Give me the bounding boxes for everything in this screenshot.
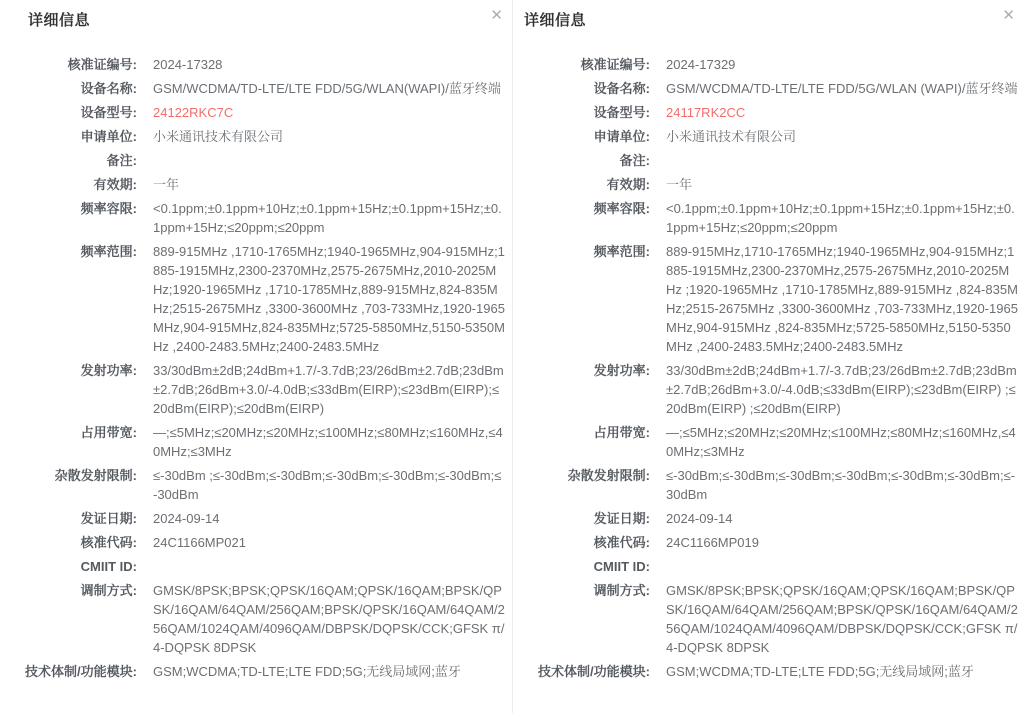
field-row xyxy=(0,127,512,146)
field-row xyxy=(0,581,512,657)
field-label: 核准证编号: xyxy=(580,57,650,72)
field-row xyxy=(513,175,1024,194)
field-value: 33/30dBm±2dB;24dBm+1.7/-3.7dB;23/26dBm±2.7dB;23dBm±2.7dB;26dBm+3.0/-4.0dB;≤33dBm(EIRP);≤23dBm(EIRP) ;≤20dBm(EIRP) ;≤20dBm(EIRP) xyxy=(666,363,1017,416)
field-label: CMIIT ID: xyxy=(593,559,650,574)
field-value: GMSK/8PSK;BPSK;QPSK/16QAM;QPSK/16QAM;BPSK/QPSK/16QAM/64QAM/256QAM;BPSK/QPSK/16QAM/64QAM/256QAM/1024QAM/4096QAM/DBPSK/DQPSK/CCK;GFSK π/4-DQPSK 8DPSK xyxy=(666,583,1018,655)
field-row xyxy=(513,79,1024,98)
field-label: 杂散发射限制: xyxy=(567,468,650,483)
field-value: 2024-09-14 xyxy=(153,511,220,526)
field-value: GMSK/8PSK;BPSK;QPSK/16QAM;QPSK/16QAM;BPSK/QPSK/16QAM/64QAM/256QAM;BPSK/QPSK/16QAM/64QAM/256QAM/1024QAM/4096QAM/DBPSK/DQPSK/CCK;GFSK π/4-DQPSK 8DPSK xyxy=(153,583,505,655)
field-label: 发射功率: xyxy=(80,363,137,378)
close-icon[interactable]: ✕ xyxy=(490,7,503,24)
field-label: 发射功率: xyxy=(593,363,650,378)
field-value: 一年 xyxy=(153,177,180,192)
field-label: 申请单位: xyxy=(80,129,137,144)
dialog-title: 详细信息 xyxy=(28,12,91,29)
field-row xyxy=(0,533,512,552)
field-label: 核准证编号: xyxy=(67,57,137,72)
field-value: 24117RK2CC xyxy=(666,105,746,120)
field-value xyxy=(666,557,1018,576)
field-value xyxy=(153,557,505,576)
field-value: —;≤5MHz;≤20MHz;≤20MHz;≤100MHz;≤80MHz;≤160MHz,≤40MHz;≤3MHz xyxy=(666,425,1016,459)
field-label: 频率范围: xyxy=(593,244,650,259)
field-value: 24C1166MP021 xyxy=(153,535,246,550)
field-value: 小米通讯技术有限公司 xyxy=(666,129,797,144)
field-label: 设备型号: xyxy=(593,105,650,120)
field-row xyxy=(513,103,1024,122)
field-value: GSM;WCDMA;TD-LTE;LTE FDD;5G;无线局域网;蓝牙 xyxy=(153,664,461,679)
field-row xyxy=(0,361,512,418)
field-value: 2024-17328 xyxy=(153,57,223,72)
close-icon[interactable]: ✕ xyxy=(1002,7,1015,24)
field-value: 889-915MHz,1710-1765MHz;1940-1965MHz,904-915MHz;1885-1915MHz,2300-2370MHz,2575-2675MHz,2010-2025MHz ;1920-1965MHz ,1710-1785MHz,889-915MHz ,824-835MHz;2515-2675MHz ,3300-3600MHz ,703-733MHz,1920-1965MHz,904-915MHz ,824-835MHz;5725-5850MHz,5150-5350MHz ,2400-2483.5MHz;2400-2483.5MHz xyxy=(666,244,1018,354)
field-label: 频率容限: xyxy=(593,201,650,216)
field-label: 占用带宽: xyxy=(80,425,137,440)
field-value: 2024-17329 xyxy=(666,57,736,72)
field-label: CMIIT ID: xyxy=(80,559,137,574)
field-value: GSM/WCDMA/TD-LTE/LTE FDD/5G/WLAN(WAPI)/蓝牙终端 xyxy=(153,81,501,96)
field-label: 核准代码: xyxy=(80,535,137,550)
field-label: 有效期: xyxy=(606,177,650,192)
field-value: 一年 xyxy=(666,177,693,192)
dialog-title: 详细信息 xyxy=(524,12,587,29)
field-row xyxy=(513,151,1024,170)
field-row xyxy=(0,103,512,122)
field-value: GSM;WCDMA;TD-LTE;LTE FDD;5G;无线局域网;蓝牙 xyxy=(666,664,974,679)
field-row xyxy=(0,466,512,504)
field-row xyxy=(0,557,512,576)
field-value: ≤-30dBm ;≤-30dBm;≤-30dBm;≤-30dBm;≤-30dBm;≤-30dBm;≤-30dBm xyxy=(153,468,502,502)
field-label: 发证日期: xyxy=(80,511,137,526)
field-row xyxy=(0,423,512,461)
field-row xyxy=(0,242,512,356)
field-row xyxy=(513,127,1024,146)
field-label: 有效期: xyxy=(93,177,137,192)
field-value: 2024-09-14 xyxy=(666,511,733,526)
field-label: 技术体制/功能模块: xyxy=(538,664,650,679)
field-label: 技术体制/功能模块: xyxy=(25,664,137,679)
field-row xyxy=(0,151,512,170)
field-value: 24122RKC7C xyxy=(153,105,234,120)
field-label: 申请单位: xyxy=(593,129,650,144)
field-label: 设备型号: xyxy=(80,105,137,120)
field-label: 杂散发射限制: xyxy=(54,468,137,483)
field-label: 发证日期: xyxy=(593,511,650,526)
field-label: 设备名称: xyxy=(80,81,137,96)
field-row xyxy=(513,581,1024,657)
field-value: 小米通讯技术有限公司 xyxy=(153,129,284,144)
field-label: 调制方式: xyxy=(593,583,650,598)
field-row xyxy=(513,55,1024,74)
field-row xyxy=(0,175,512,194)
field-value: <0.1ppm;±0.1ppm+10Hz;±0.1ppm+15Hz;±0.1ppm+15Hz;±0.1ppm+15Hz;≤20ppm;≤20ppm xyxy=(666,201,1015,235)
field-value: GSM/WCDMA/TD-LTE/LTE FDD/5G/WLAN (WAPI)/蓝牙终端 xyxy=(666,81,1018,96)
field-value: 33/30dBm±2dB;24dBm+1.7/-3.7dB;23/26dBm±2.7dB;23dBm±2.7dB;26dBm+3.0/-4.0dB;≤33dBm(EIRP);≤23dBm(EIRP);≤20dBm(EIRP);≤20dBm(EIRP) xyxy=(153,363,504,416)
field-label: 频率范围: xyxy=(80,244,137,259)
field-row xyxy=(513,509,1024,528)
field-row xyxy=(513,199,1024,237)
dialog-header xyxy=(0,0,512,34)
field-row xyxy=(0,509,512,528)
field-row xyxy=(0,199,512,237)
field-row xyxy=(513,423,1024,461)
field-label: 备注: xyxy=(619,153,650,168)
field-label: 核准代码: xyxy=(593,535,650,550)
field-label: 占用带宽: xyxy=(593,425,650,440)
detail-fields xyxy=(0,34,512,681)
field-value: —;≤5MHz;≤20MHz;≤20MHz;≤100MHz;≤80MHz;≤160MHz,≤40MHz;≤3MHz xyxy=(153,425,503,459)
dialog-header xyxy=(513,0,1024,34)
field-label: 调制方式: xyxy=(80,583,137,598)
detail-fields xyxy=(513,34,1024,681)
field-row xyxy=(513,361,1024,418)
field-value: ≤-30dBm;≤-30dBm;≤-30dBm;≤-30dBm;≤-30dBm;≤-30dBm;≤-30dBm xyxy=(666,468,1016,502)
field-value xyxy=(153,151,505,170)
field-row xyxy=(513,466,1024,504)
field-value xyxy=(666,151,1018,170)
field-label: 频率容限: xyxy=(80,201,137,216)
field-row xyxy=(513,533,1024,552)
field-label: 备注: xyxy=(106,153,137,168)
field-row xyxy=(513,242,1024,356)
field-row xyxy=(513,662,1024,681)
field-label: 设备名称: xyxy=(593,81,650,96)
field-row xyxy=(0,79,512,98)
field-value: <0.1ppm;±0.1ppm+10Hz;±0.1ppm+15Hz;±0.1ppm+15Hz;±0.1ppm+15Hz;≤20ppm;≤20ppm xyxy=(153,201,502,235)
field-value: 889-915MHz ,1710-1765MHz;1940-1965MHz,904-915MHz;1885-1915MHz,2300-2370MHz,2575-2675MHz,2010-2025MHz;1920-1965MHz ,1710-1785MHz,889-915MHz,824-835MHz;2515-2675MHz ,3300-3600MHz ,703-733MHz,1920-1965MHz,904-915MHz,824-835MHz;5725-5850MHz,5150-5350MHz ,2400-2483.5MHz;2400-2483.5MHz xyxy=(153,244,505,354)
detail-dialog-right xyxy=(512,0,1024,713)
field-row xyxy=(0,662,512,681)
field-row xyxy=(0,55,512,74)
field-value: 24C1166MP019 xyxy=(666,535,759,550)
field-row xyxy=(513,557,1024,576)
